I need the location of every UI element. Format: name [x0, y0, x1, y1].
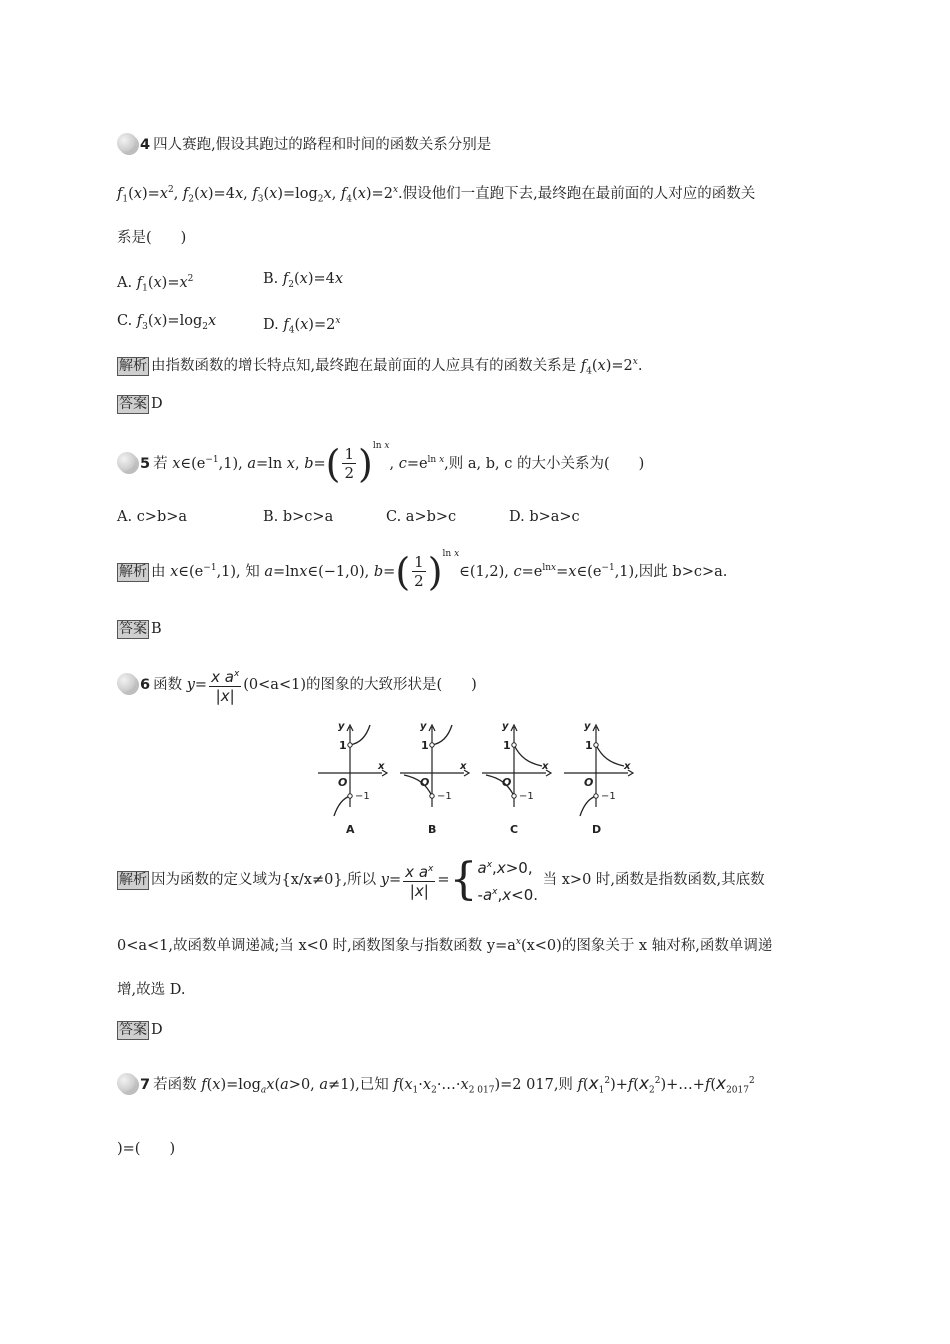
- graph-b-x-label: x: [460, 761, 467, 772]
- q4-option-a: A. $f_1(x)=x^2$: [117, 274, 194, 294]
- graph-a-curve-left: [334, 796, 350, 816]
- q5-analysis-tail: ,因此 b>c>a.: [634, 563, 728, 580]
- q6-analysis-line1: 解析 因为函数的定义域为{x/x≠0},所以 y= $\frac{x a^x}{|x|}$ ={ $a^x,x>0$, $-a^x,x<0$. 当 x>0 时,函数是指数函数,其底数: [119, 854, 765, 905]
- graph-b-tick-neg: −1: [437, 791, 452, 802]
- graph-a-x-label: x: [378, 761, 385, 772]
- graph-c-open-point-neg: [512, 794, 516, 798]
- question-bullet-icon: [117, 452, 137, 472]
- q7-stem-line: 7 若函数 $f(x)=\log_ax(a>0$, a≠1),已知 $f(x_1\cdot x_2\cdot\dots\cdot x_{2 017})=2$ 017,则 $f(x_1^2)+f(x_2^2)+\dots+f(x_{2017}^2$: [117, 1066, 755, 1106]
- q4-analysis: 解析 由指数函数的增长特点知,最终跑在最前面的人应具有的函数关系是 $f_4(x)=2^x$.: [119, 357, 643, 377]
- q6-analysis-p1-tail: 当 x>0 时,函数是指数函数,其底数: [542, 872, 765, 888]
- answer-tag: 答案: [119, 396, 147, 412]
- q6-answer-value: D: [151, 1022, 163, 1038]
- graph-a-curve-right: [350, 725, 370, 745]
- q4-number: 4: [140, 137, 151, 153]
- graph-c-y-label: y: [502, 721, 509, 732]
- graph-b-open-point-pos: [430, 743, 434, 747]
- q5-option-c: C. a>b>c: [386, 509, 457, 525]
- graph-d-curve-left: [580, 796, 596, 816]
- q5-stem-prefix: 若: [153, 455, 168, 472]
- question-bullet-icon: [117, 673, 137, 693]
- q4-answer: [117, 394, 163, 414]
- q5-analysis-prefix: 由: [151, 563, 166, 580]
- q5-number: 5: [140, 455, 151, 472]
- q4-stem-line3: 系是( ): [117, 230, 187, 246]
- q4-stem: 四人赛跑,假设其跑过的路程和时间的函数关系分别是: [153, 137, 492, 153]
- q4-stem-line: [117, 135, 491, 155]
- q6-analysis-line3: 增,故选 D.: [117, 982, 186, 998]
- q4-analysis-text: 由指数函数的增长特点知,最终跑在最前面的人应具有的函数关系是: [151, 357, 577, 374]
- graph-b-origin-label: O: [420, 776, 430, 789]
- graph-d-tick-pos: 1: [585, 739, 593, 752]
- graph-c-tick-pos: 1: [503, 739, 511, 752]
- graph-d-label: D: [592, 823, 602, 836]
- answer-tag: 答案: [119, 621, 147, 637]
- q7-stem-prefix: 若函数: [153, 1076, 197, 1093]
- graph-c-open-point-pos: [512, 743, 516, 747]
- q4-option-b: B. $f_2(x)=4x$: [263, 271, 344, 290]
- analysis-tag: 解析: [119, 357, 147, 374]
- q6-number: 6: [140, 677, 151, 693]
- graph-a-tick-pos: 1: [339, 739, 347, 752]
- q7-stem-line2: )=( ): [117, 1141, 176, 1157]
- graph-a-label: A: [346, 823, 355, 836]
- graph-a-y-label: y: [338, 721, 345, 732]
- graph-d-y-label: y: [584, 721, 591, 732]
- analysis-tag: 解析: [119, 872, 147, 888]
- q7-stem-tail: ,则: [553, 1076, 573, 1093]
- q4-answer-value: D: [151, 396, 163, 412]
- graph-b-label: B: [428, 823, 437, 836]
- q5-analysis: 解析 由 $x\in(e^{-1},1)$, 知 a=lnx∈(−1,0), b=( $\frac{1}{2}$ )$^{ln x}$∈(1,2), $c=e^{lnx}=x\in(e^{-1},1)$,因此 b>c>a.: [119, 549, 728, 594]
- q5-option-b: B. b>c>a: [263, 509, 334, 525]
- graph-d-curve-right: [596, 745, 624, 766]
- q5-stem-line: 5 若 $x\in(e^{-1},1)$, a=ln x, b=( $\frac{1}{2}$ )$^{ln x}$, $c=e^{ln x}$,则 a, b, c 的大小关系为( ): [117, 438, 644, 486]
- graph-c-tick-neg: −1: [519, 791, 534, 802]
- q7-stem-mid: ,已知: [355, 1076, 389, 1093]
- graph-d-x-label: x: [624, 761, 631, 772]
- graph-c-origin-label: O: [502, 776, 512, 789]
- q5-option-d: D. b>a>c: [509, 509, 580, 525]
- graph-c-label: C: [510, 823, 519, 836]
- q6-answer: [117, 1020, 163, 1040]
- q6-stem-prefix: 函数: [153, 677, 183, 693]
- q6-analysis-p2-tail: (x<0)的图象关于 x 轴对称,函数单调递: [520, 937, 773, 954]
- question-bullet-icon: [117, 1073, 137, 1093]
- q5-answer: [117, 619, 162, 639]
- graph-a-tick-neg: −1: [355, 791, 370, 802]
- graph-a-open-point-neg: [348, 794, 352, 798]
- graph-d-open-point-neg: [594, 794, 598, 798]
- graph-b-y-label: y: [420, 721, 427, 732]
- graph-a-origin-label: O: [338, 776, 348, 789]
- q6-stem-line: 6 函数 y= $\frac{x a^x}{|x|}$ (0<a<1)的图象的大致形状是( ): [117, 662, 477, 708]
- q6-analysis-p1: 因为函数的定义域为{x/x≠0},所以: [151, 872, 377, 888]
- q7-number: 7: [140, 1076, 151, 1093]
- graph-b-open-point-neg: [430, 794, 434, 798]
- graph-d-origin-label: O: [584, 776, 594, 789]
- graph-a-open-point-pos: [348, 743, 352, 747]
- graph-d-open-point-pos: [594, 743, 598, 747]
- graph-d-tick-neg: −1: [601, 791, 616, 802]
- answer-tag: 答案: [119, 1022, 147, 1038]
- q6-analysis-p2: 0<a<1,故函数单调递减;当 x<0 时,函数图象与指数函数 y=a: [117, 937, 516, 954]
- analysis-tag: 解析: [119, 563, 147, 580]
- q4-option-d: D. $f_4(x)=2^x$: [263, 316, 341, 336]
- q6-analysis-line2: 0<a<1,故函数单调递减;当 x<0 时,函数图象与指数函数 $y=a^x(x<0)$的图象关于 x 轴对称,函数单调递: [117, 937, 773, 954]
- graph-b-tick-pos: 1: [421, 739, 429, 752]
- q5-option-a: A. c>b>a: [117, 509, 188, 525]
- graph-b-curve-right: [432, 725, 452, 745]
- q5-stem-tail: ,则 a, b, c 的大小关系为( ): [444, 455, 645, 472]
- q4-functions-line: $f_1(x)=x^2$, $f_2(x)=4x$, $f_3(x)=\log_2x$, $f_4(x)=2^x$.假设他们一直跑下去,最终跑在最前面的人对应的函数关: [117, 185, 756, 205]
- graph-c-x-label: x: [542, 761, 549, 772]
- q4-stem-cont: .假设他们一直跑下去,最终跑在最前面的人对应的函数关: [398, 185, 756, 202]
- q4-option-c: C. $f_3(x)=\log_2x$: [117, 313, 217, 332]
- q5-answer-value: B: [151, 621, 162, 637]
- q6-answer-graphs: [310, 715, 650, 840]
- q6-stem-tail: (0<a<1)的图象的大致形状是( ): [243, 677, 477, 693]
- question-bullet-icon: [117, 133, 137, 153]
- graph-c-curve-right: [514, 745, 542, 766]
